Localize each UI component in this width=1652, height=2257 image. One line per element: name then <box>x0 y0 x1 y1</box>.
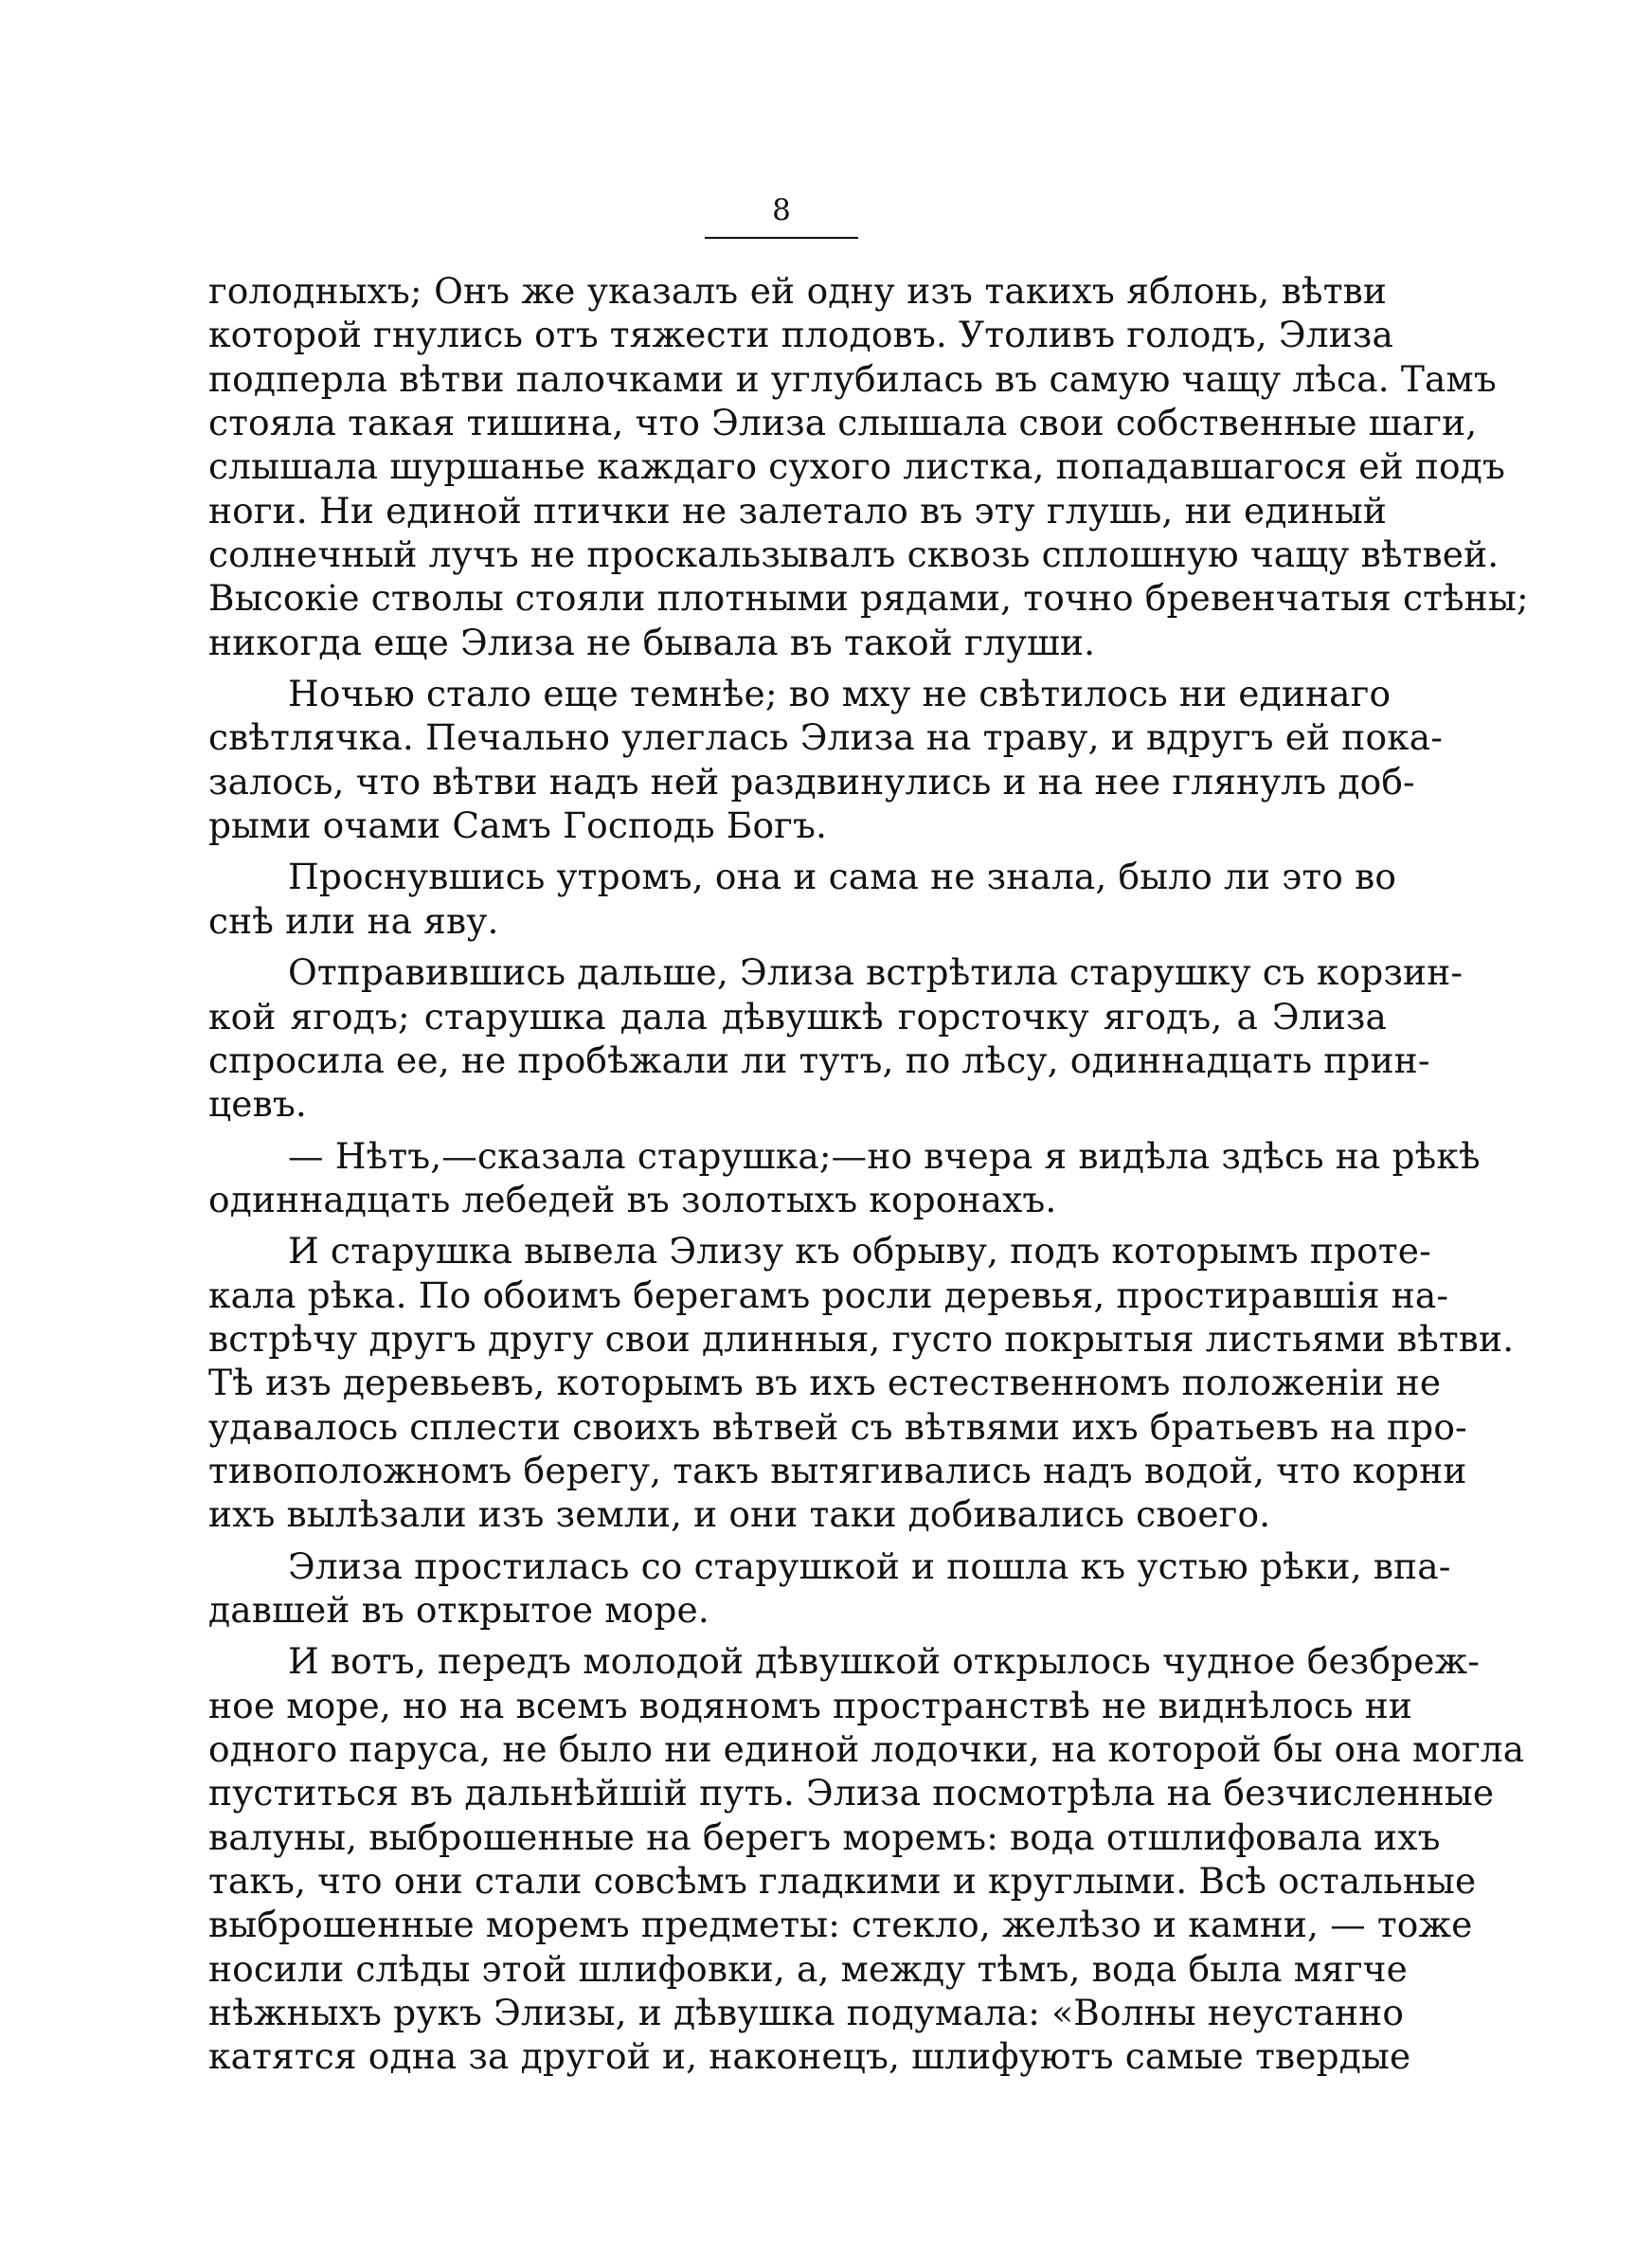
text-line: валуны, выброшенные на берегъ моремъ: вода отшлифовала ихъ <box>208 1815 1441 1858</box>
text-line: выброшенные моремъ предметы: стекло, желѣзо и камни, — тоже <box>208 1904 1473 1946</box>
text-line: никогда еще Элиза не бывала въ такой глуши. <box>208 621 1096 663</box>
text-line: Ночью стало еще темнѣе; во мху не свѣтилось ни единаго <box>288 673 1392 715</box>
text-line: ное море, но на всемъ водяномъ пространствѣ не виднѣлось ни <box>208 1684 1412 1726</box>
text-line: — Нѣтъ,—сказала старушка;—но вчера я видѣла здѣсь на рѣкѣ <box>288 1134 1481 1177</box>
text-line: такъ, что они стали совсѣмъ гладкими и круглыми. Всѣ остальные <box>208 1860 1477 1903</box>
page-number-rule <box>705 237 858 239</box>
text-line: удавалось сплести своихъ вѣтвей съ вѣтвями ихъ братьевъ на про- <box>208 1405 1467 1448</box>
page-number: 8 <box>772 193 791 227</box>
text-line: ихъ вылѣзали изъ земли, и они таки добивались своего. <box>208 1493 1271 1536</box>
text-line: спросила ее, не пробѣжали ли тутъ, по лѣсу, одиннадцать прин- <box>208 1038 1430 1081</box>
text-line: Высокіе стволы стояли плотными рядами, точно бревенчатыя стѣны; <box>208 577 1529 620</box>
text-line: Отправившись дальше, Элиза встрѣтила старушку съ корзин- <box>288 951 1463 994</box>
text-line: Тѣ изъ деревьевъ, которымъ въ ихъ естественномъ положеніи не <box>208 1362 1442 1404</box>
text-line: залось, что вѣтви надъ ней раздвинулись и на нее глянулъ доб- <box>208 760 1415 803</box>
text-line: рыми очами Самъ Господь Богъ. <box>208 804 828 847</box>
body-text <box>208 269 1529 2079</box>
text-line: тивоположномъ берегу, такъ вытягивались надъ водой, что корни <box>208 1449 1467 1491</box>
text-line: ноги. Ни единой птички не залетало въ эту глушь, ни единый <box>208 489 1387 532</box>
text-line: голодныхъ; Онъ же указалъ ей одну изъ такихъ яблонь, вѣтви <box>208 270 1387 312</box>
text-line: катятся одна за другой и, наконецъ, шлифуютъ самые твердые <box>208 2035 1411 2078</box>
text-line: цевъ. <box>208 1083 307 1126</box>
text-line: одного паруса, не было ни единой лодочки, на которой бы она могла <box>208 1728 1525 1770</box>
text-line: пуститься въ дальнѣйшій путь. Элиза посмотрѣла на безчисленные <box>208 1772 1495 1815</box>
text-line: стояла такая тишина, что Элиза слышала свои собственные шаги, <box>208 402 1478 444</box>
text-line: И вотъ, передъ молодой дѣвушкой открылось чудное безбреж- <box>288 1640 1481 1683</box>
text-line: одиннадцать лебедей въ золотыхъ коронахъ. <box>208 1178 1057 1220</box>
text-line: кой ягодъ; старушка дала дѣвушкѣ горсточку ягодъ, а Элиза <box>208 995 1387 1038</box>
text-line: слышала шуршанье каждаго сухого листка, попадавшагося ей подъ <box>208 445 1505 488</box>
text-line: снѣ или на яву. <box>208 899 499 942</box>
text-line: встрѣчу другъ другу свои длинныя, густо покрытыя листьями вѣтви. <box>208 1317 1515 1360</box>
text-line: И старушка вывела Элизу къ обрыву, подъ которымъ проте- <box>288 1230 1431 1273</box>
text-line: нѣжныхъ рукъ Элизы, и дѣвушка подумала: «Волны неустанно <box>208 1992 1405 2034</box>
text-line: носили слѣды этой шлифовки, а, между тѣмъ, вода была мягче <box>208 1947 1408 1990</box>
text-line: Элиза простилась со старушкой и пошла къ устью рѣки, впа- <box>288 1544 1451 1587</box>
text-line: давшей въ открытое море. <box>208 1588 709 1631</box>
text-line: кала рѣка. По обоимъ берегамъ росли деревья, простиравшія на- <box>208 1273 1449 1316</box>
text-line: солнечный лучъ не проскальзывалъ сквозь сплошную чащу вѣтвей. <box>208 533 1499 576</box>
text-line: которой гнулись отъ тяжести плодовъ. Утоливъ голодъ, Элиза <box>208 314 1393 356</box>
text-line: подперла вѣтви палочками и углубилась въ самую чащу лѣса. Тамъ <box>208 357 1497 400</box>
text-line: свѣтлячка. Печально улеглась Элиза на траву, и вдругъ ей пока- <box>208 716 1444 759</box>
text-line: Проснувшись утромъ, она и сама не знала, было ли это во <box>288 856 1397 898</box>
